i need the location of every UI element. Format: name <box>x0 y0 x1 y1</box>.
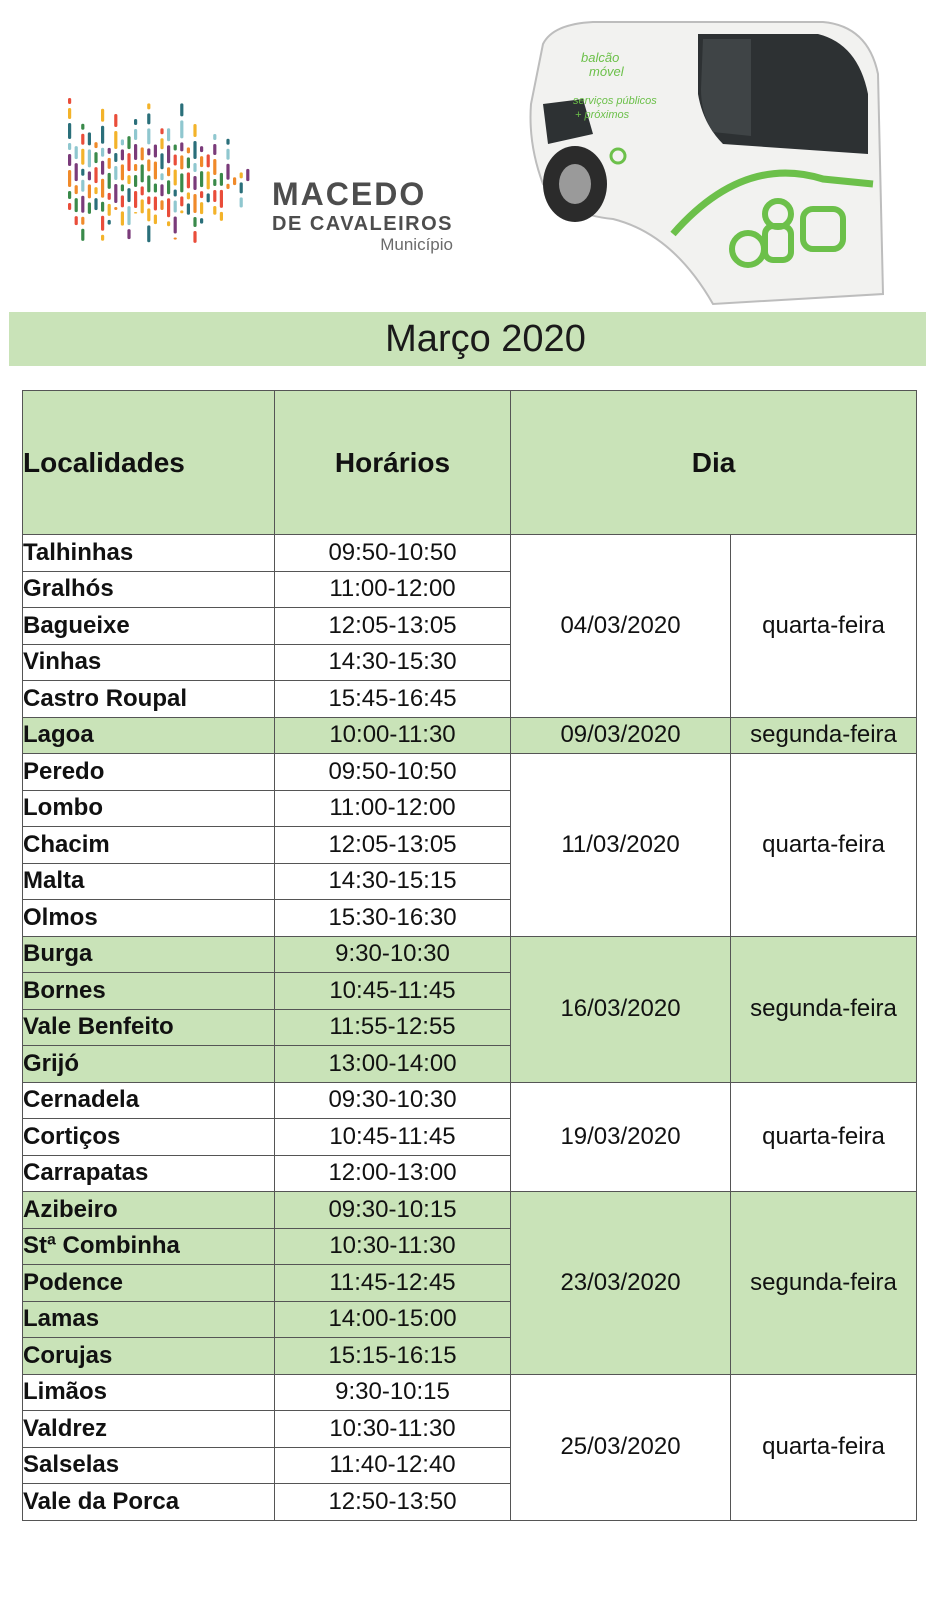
logo-dash <box>187 147 190 153</box>
cell-horario: 14:30-15:15 <box>275 863 511 900</box>
logo-dash <box>167 167 170 176</box>
cell-date: 11/03/2020 <box>511 754 731 937</box>
logo-dash <box>226 149 229 160</box>
logo-dash <box>187 192 190 199</box>
table-row <box>23 1374 917 1411</box>
cell-horario: 11:45-12:45 <box>275 1265 511 1302</box>
logo-dash <box>108 220 111 225</box>
header-localidades: Localidades <box>23 391 275 535</box>
logo-dash <box>134 129 137 140</box>
logo-dash <box>226 164 229 180</box>
cell-localidade: Lamas <box>23 1301 275 1338</box>
logo-dash <box>88 132 91 145</box>
logo-dash <box>160 173 163 180</box>
logo-dash <box>127 188 130 202</box>
cell-date: 25/03/2020 <box>511 1374 731 1520</box>
logo-dash <box>240 182 243 193</box>
logo-dash <box>88 171 91 180</box>
cell-localidade: Peredo <box>23 754 275 791</box>
logo-dash <box>101 148 104 157</box>
logo-dash <box>233 177 236 185</box>
cell-localidade: Stª Combinha <box>23 1228 275 1265</box>
logo-dash <box>154 196 157 210</box>
logo-dash <box>154 214 157 224</box>
logo-dash <box>213 206 216 215</box>
logo-dash <box>160 128 163 134</box>
logo-dash <box>127 175 130 184</box>
logo-dash <box>193 141 196 159</box>
van-decal-line-4: + próximos <box>575 109 630 121</box>
logo-dash <box>180 103 183 116</box>
logo-dash <box>81 217 84 225</box>
table-row <box>23 754 917 791</box>
logo-line-1: MACEDO <box>272 176 427 212</box>
cell-localidade: Vale da Porca <box>23 1484 275 1521</box>
logo-dash <box>127 153 130 171</box>
logo-dash <box>167 198 170 217</box>
logo-dash <box>160 184 163 196</box>
cell-horario: 11:00-12:00 <box>275 571 511 608</box>
logo-dash <box>75 146 78 159</box>
cell-localidade: Castro Roupal <box>23 681 275 718</box>
cell-weekday: segunda-feira <box>731 936 917 1082</box>
cell-horario: 11:40-12:40 <box>275 1447 511 1484</box>
table-row <box>23 936 917 973</box>
logo-dash <box>75 163 78 181</box>
logo-dash <box>114 207 117 210</box>
logo-dash <box>213 134 216 140</box>
logo-dash <box>108 148 111 154</box>
cell-horario: 9:30-10:30 <box>275 936 511 973</box>
logo-dash <box>81 124 84 130</box>
logo-dash <box>147 128 150 144</box>
logo-dash <box>127 206 130 225</box>
cell-horario: 12:05-13:05 <box>275 827 511 864</box>
month-title: Março 2020 <box>385 317 586 360</box>
cell-localidade: Carrapatas <box>23 1155 275 1192</box>
cell-horario: 10:45-11:45 <box>275 973 511 1010</box>
logo-dash <box>68 170 71 187</box>
logo-dash <box>81 180 84 192</box>
logo-dash <box>174 216 177 233</box>
logo-dash <box>141 186 144 195</box>
cell-localidade: Cortiços <box>23 1119 275 1156</box>
cell-horario: 09:50-10:50 <box>275 535 511 572</box>
month-title-bar <box>9 312 926 366</box>
logo-dash <box>147 113 150 124</box>
logo-dash <box>134 164 137 171</box>
logo-dash <box>101 109 104 122</box>
logo-dash <box>81 134 84 145</box>
cell-date: 23/03/2020 <box>511 1192 731 1375</box>
logo-dash <box>240 197 243 207</box>
cell-horario: 15:45-16:45 <box>275 681 511 718</box>
logo-dash <box>94 187 97 194</box>
logo-dash <box>200 171 203 187</box>
logo-line-2: DE CAVALEIROS <box>272 213 453 235</box>
van-decal-line-3: serviços públicos <box>573 95 657 107</box>
logo-dash <box>147 148 150 155</box>
van-decal-line-1: balcão <box>581 50 620 65</box>
logo-dash <box>213 144 216 155</box>
cell-weekday: quarta-feira <box>731 1082 917 1192</box>
logo-dash <box>81 149 84 165</box>
header <box>0 0 945 312</box>
cell-localidade: Vinhas <box>23 644 275 681</box>
mobile-service-van-image <box>523 4 888 309</box>
cell-horario: 15:15-16:15 <box>275 1338 511 1375</box>
logo-dash <box>187 203 190 214</box>
logo-dash <box>147 208 150 221</box>
logo-dash <box>68 191 71 199</box>
cell-horario: 10:00-11:30 <box>275 717 511 754</box>
logo-dash <box>75 198 78 212</box>
cell-horario: 09:50-10:50 <box>275 754 511 791</box>
logo-dash <box>226 184 229 189</box>
logo-dash <box>68 203 71 210</box>
cell-weekday: quarta-feira <box>731 754 917 937</box>
cell-localidade: Azibeiro <box>23 1192 275 1229</box>
cell-date: 19/03/2020 <box>511 1082 731 1192</box>
logo-line-3: Município <box>380 235 453 254</box>
schedule-body <box>23 535 917 1521</box>
logo-dash <box>121 149 124 160</box>
logo-dash <box>193 194 196 213</box>
logo-dash <box>134 191 137 208</box>
logo-dash <box>174 200 177 212</box>
header-dia: Dia <box>511 391 917 535</box>
logo-dash <box>226 139 229 145</box>
cell-horario: 11:00-12:00 <box>275 790 511 827</box>
logo-dash <box>187 172 190 188</box>
header-horarios: Horários <box>275 391 511 535</box>
logo-dash <box>108 193 111 200</box>
logo-dash <box>154 161 157 179</box>
logo-dash <box>207 154 210 167</box>
logo-dash <box>154 183 157 192</box>
cell-weekday: segunda-feira <box>731 717 917 754</box>
cell-horario: 12:05-13:05 <box>275 608 511 645</box>
logo-dash <box>121 164 124 180</box>
cell-localidade: Vale Benfeito <box>23 1009 275 1046</box>
cell-localidade: Salselas <box>23 1447 275 1484</box>
cell-localidade: Valdrez <box>23 1411 275 1448</box>
logo-dash <box>68 154 71 166</box>
logo-dash <box>154 144 157 157</box>
cell-localidade: Burga <box>23 936 275 973</box>
logo-dash <box>180 120 183 138</box>
cell-localidade: Corujas <box>23 1338 275 1375</box>
municipality-logo-text <box>272 178 453 253</box>
table-row <box>23 1192 917 1229</box>
cell-weekday: segunda-feira <box>731 1192 917 1375</box>
logo-dash <box>81 196 84 213</box>
logo-dash <box>160 138 163 149</box>
cell-localidade: Talhinhas <box>23 535 275 572</box>
logo-dash <box>174 169 177 185</box>
logo-dash <box>200 191 203 198</box>
cell-localidade: Grijó <box>23 1046 275 1083</box>
logo-dash <box>200 156 203 167</box>
cell-localidade: Olmos <box>23 900 275 937</box>
logo-dash <box>101 126 104 144</box>
logo-dash <box>68 143 71 150</box>
cell-horario: 9:30-10:15 <box>275 1374 511 1411</box>
logo-dash <box>200 202 203 214</box>
logo-dash <box>94 142 97 148</box>
logo-dash <box>114 184 117 203</box>
logo-dash <box>213 159 216 175</box>
logo-dash <box>193 217 196 227</box>
logo-dash <box>94 198 97 210</box>
cell-horario: 10:45-11:45 <box>275 1119 511 1156</box>
logo-dash <box>134 119 137 125</box>
cell-weekday: quarta-feira <box>731 535 917 718</box>
cell-horario: 10:30-11:30 <box>275 1411 511 1448</box>
logo-dash <box>88 184 91 198</box>
cell-horario: 09:30-10:15 <box>275 1192 511 1229</box>
logo-dash <box>180 210 183 213</box>
logo-dash <box>167 180 170 194</box>
logo-dash <box>88 202 91 213</box>
cell-date: 04/03/2020 <box>511 535 731 718</box>
logo-dash <box>180 173 183 192</box>
logo-dash <box>134 175 137 187</box>
cell-localidade: Malta <box>23 863 275 900</box>
cell-horario: 09:30-10:30 <box>275 1082 511 1119</box>
table-header-row <box>23 391 917 535</box>
logo-dash <box>68 108 71 119</box>
logo-dash <box>207 193 210 202</box>
logo-dash <box>141 147 144 160</box>
logo-dash <box>81 229 84 241</box>
logo-dash <box>187 157 190 168</box>
cell-localidade: Cernadela <box>23 1082 275 1119</box>
cell-localidade: Bagueixe <box>23 608 275 645</box>
logo-dash <box>114 131 117 149</box>
logo-dash <box>193 163 196 172</box>
cell-localidade: Chacim <box>23 827 275 864</box>
logo-dash <box>101 235 104 241</box>
table-row <box>23 717 917 754</box>
logo-dash <box>101 216 104 231</box>
table-row <box>23 1082 917 1119</box>
cell-localidade: Lombo <box>23 790 275 827</box>
logo-dash <box>108 204 111 216</box>
logo-dash <box>220 173 223 186</box>
logo-dash <box>75 216 78 225</box>
logo-dash <box>147 159 150 171</box>
logo-dash <box>174 189 177 196</box>
cell-localidade: Lagoa <box>23 717 275 754</box>
cell-localidade: Bornes <box>23 973 275 1010</box>
schedule-table <box>22 390 917 1521</box>
logo-dash <box>101 161 104 175</box>
cell-horario: 11:55-12:55 <box>275 1009 511 1046</box>
van-decal-line-2: móvel <box>589 64 624 79</box>
logo-dash <box>193 231 196 243</box>
logo-dash <box>240 172 243 178</box>
cell-horario: 15:30-16:30 <box>275 900 511 937</box>
cell-horario: 14:00-15:00 <box>275 1301 511 1338</box>
logo-dash <box>220 190 223 208</box>
logo-dash <box>160 200 163 210</box>
logo-dash <box>134 144 137 160</box>
cell-horario: 13:00-14:00 <box>275 1046 511 1083</box>
logo-dash <box>127 229 130 239</box>
logo-dash <box>141 164 144 182</box>
logo-dash <box>147 103 150 109</box>
logo-dash <box>114 153 117 162</box>
cell-horario: 14:30-15:30 <box>275 644 511 681</box>
cell-horario: 12:00-13:00 <box>275 1155 511 1192</box>
cell-horario: 10:30-11:30 <box>275 1228 511 1265</box>
logo-dash <box>160 153 163 169</box>
logo-dash <box>220 212 223 221</box>
logo-dash <box>121 139 124 145</box>
logo-dash <box>141 199 144 213</box>
municipality-logo-mark <box>62 90 262 260</box>
logo-dash <box>207 171 210 189</box>
logo-dash <box>200 218 203 223</box>
logo-dash <box>121 211 124 225</box>
cell-date: 09/03/2020 <box>511 717 731 754</box>
logo-dash <box>88 149 91 167</box>
logo-dash <box>68 123 71 139</box>
logo-dash <box>147 225 150 242</box>
logo-dash <box>200 146 203 152</box>
cell-horario: 12:50-13:50 <box>275 1484 511 1521</box>
logo-dash <box>94 167 97 183</box>
logo-dash <box>174 154 177 165</box>
logo-dash <box>213 190 216 202</box>
logo-dash <box>108 158 111 169</box>
logo-dash <box>101 179 104 198</box>
cell-date: 16/03/2020 <box>511 936 731 1082</box>
logo-dash <box>174 144 177 150</box>
logo-dash <box>68 98 71 104</box>
logo-dash <box>147 175 150 192</box>
logo-dash <box>193 176 196 190</box>
logo-dash <box>167 221 170 226</box>
logo-dash <box>180 196 183 206</box>
table-row <box>23 535 917 572</box>
cell-localidade: Podence <box>23 1265 275 1302</box>
cell-weekday: quarta-feira <box>731 1374 917 1520</box>
logo-dash <box>114 114 117 127</box>
cell-localidade: Gralhós <box>23 571 275 608</box>
logo-dash <box>121 184 124 191</box>
logo-dash <box>167 128 170 141</box>
logo-dash <box>75 185 78 194</box>
logo-dash <box>180 142 183 151</box>
logo-dash <box>114 166 117 180</box>
cell-localidade: Limãos <box>23 1374 275 1411</box>
logo-dash <box>94 152 97 163</box>
logo-dash <box>174 237 177 239</box>
logo-dash <box>246 169 249 181</box>
logo-dash <box>108 173 111 189</box>
logo-dash <box>180 155 183 169</box>
logo-dash <box>193 124 196 137</box>
logo-dash <box>121 195 124 207</box>
logo-dash <box>134 212 137 214</box>
logo-dash <box>213 179 216 186</box>
logo-dash <box>101 202 104 212</box>
logo-dash <box>147 196 150 204</box>
logo-dash <box>167 145 170 163</box>
logo-dash <box>81 169 84 176</box>
logo-dash <box>127 136 130 149</box>
